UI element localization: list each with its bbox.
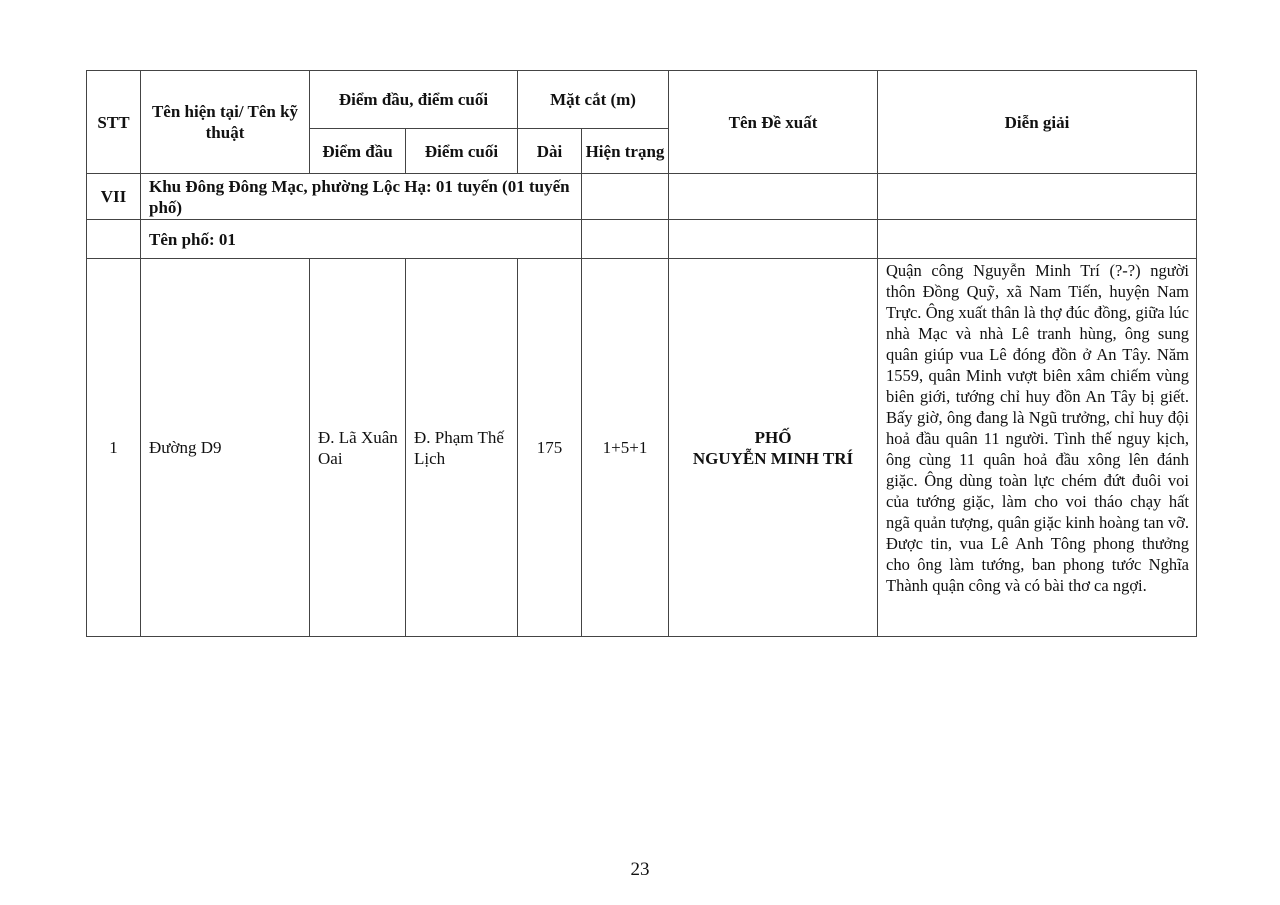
proposed-name-main: NGUYỄN MINH TRÍ: [692, 448, 854, 468]
row-length: 175: [518, 259, 582, 637]
empty-cell: [582, 220, 669, 259]
section-row: [87, 174, 1197, 220]
proposed-name-prefix: PHỐ: [754, 427, 792, 447]
empty-cell: [87, 220, 141, 259]
row-current-status: 1+5+1: [582, 259, 669, 637]
header-proposed-name: Tên Đề xuất: [669, 71, 878, 174]
empty-cell: [669, 174, 878, 220]
header-endpoints-group: Điểm đầu, điểm cuối: [310, 71, 518, 129]
subsection-row: [87, 220, 1197, 259]
empty-cell: [878, 174, 1197, 220]
page-number: 23: [630, 859, 650, 880]
empty-cell: [878, 220, 1197, 259]
row-explanation: Quận công Nguyễn Minh Trí (?-?) người thôn Đồng Quỹ, xã Nam Tiến, huyện Nam Trực. Ông xuất thân là thợ đúc đồng, giữa lúc nhà Mạc và nhà Lê tranh hùng, ông sung quân giúp vua Lê đóng đồn ở An Tây. Năm 1559, quân Minh vượt biên xâm chiếm vùng biên giới, tướng chỉ huy đồn An Tây bị giết. Bấy giờ, ông đang là Ngũ trưởng, chỉ huy đội hoả đầu quân 11 người. Tình thế nguy kịch, ông cùng 11 quân hoả đầu xông lên đánh giặc. Ông dùng toàn lực chém đứt đuôi voi của tướng giặc, làm cho voi tháo chạy hất ngã quản tượng, quân giặc kinh hoàng tan vỡ. Được tin, vua Lê Anh Tông phong thưởng cho ông làm tướng, ban phong tước Nghĩa Thành quận công và có bài thơ ca ngợi.: [878, 259, 1197, 637]
header-current-status: Hiện trạng: [582, 129, 669, 174]
header-start-point: Điểm đầu: [310, 129, 406, 174]
table-row: [87, 259, 1197, 637]
row-end-point: Đ. Phạm Thế Lịch: [406, 259, 518, 637]
row-current-name: Đường D9: [141, 259, 310, 637]
header-current-name: Tên hiện tại/ Tên kỹ thuật: [141, 71, 310, 174]
header-explanation: Diễn giải: [878, 71, 1197, 174]
header-cross-section-group: Mặt cắt (m): [518, 71, 669, 129]
row-start-point: Đ. Lã Xuân Oai: [310, 259, 406, 637]
row-stt: 1: [87, 259, 141, 637]
section-roman-number: VII: [87, 174, 141, 220]
subsection-title: Tên phố: 01: [141, 220, 582, 259]
header-end-point: Điểm cuối: [406, 129, 518, 174]
header-stt: STT: [87, 71, 141, 174]
section-title: Khu Đông Đông Mạc, phường Lộc Hạ: 01 tuyến (01 tuyến phố): [141, 174, 582, 220]
row-proposed-name: [669, 259, 878, 637]
empty-cell: [669, 220, 878, 259]
street-naming-table: [86, 70, 1197, 637]
header-length: Dài: [518, 129, 582, 174]
empty-cell: [582, 174, 669, 220]
